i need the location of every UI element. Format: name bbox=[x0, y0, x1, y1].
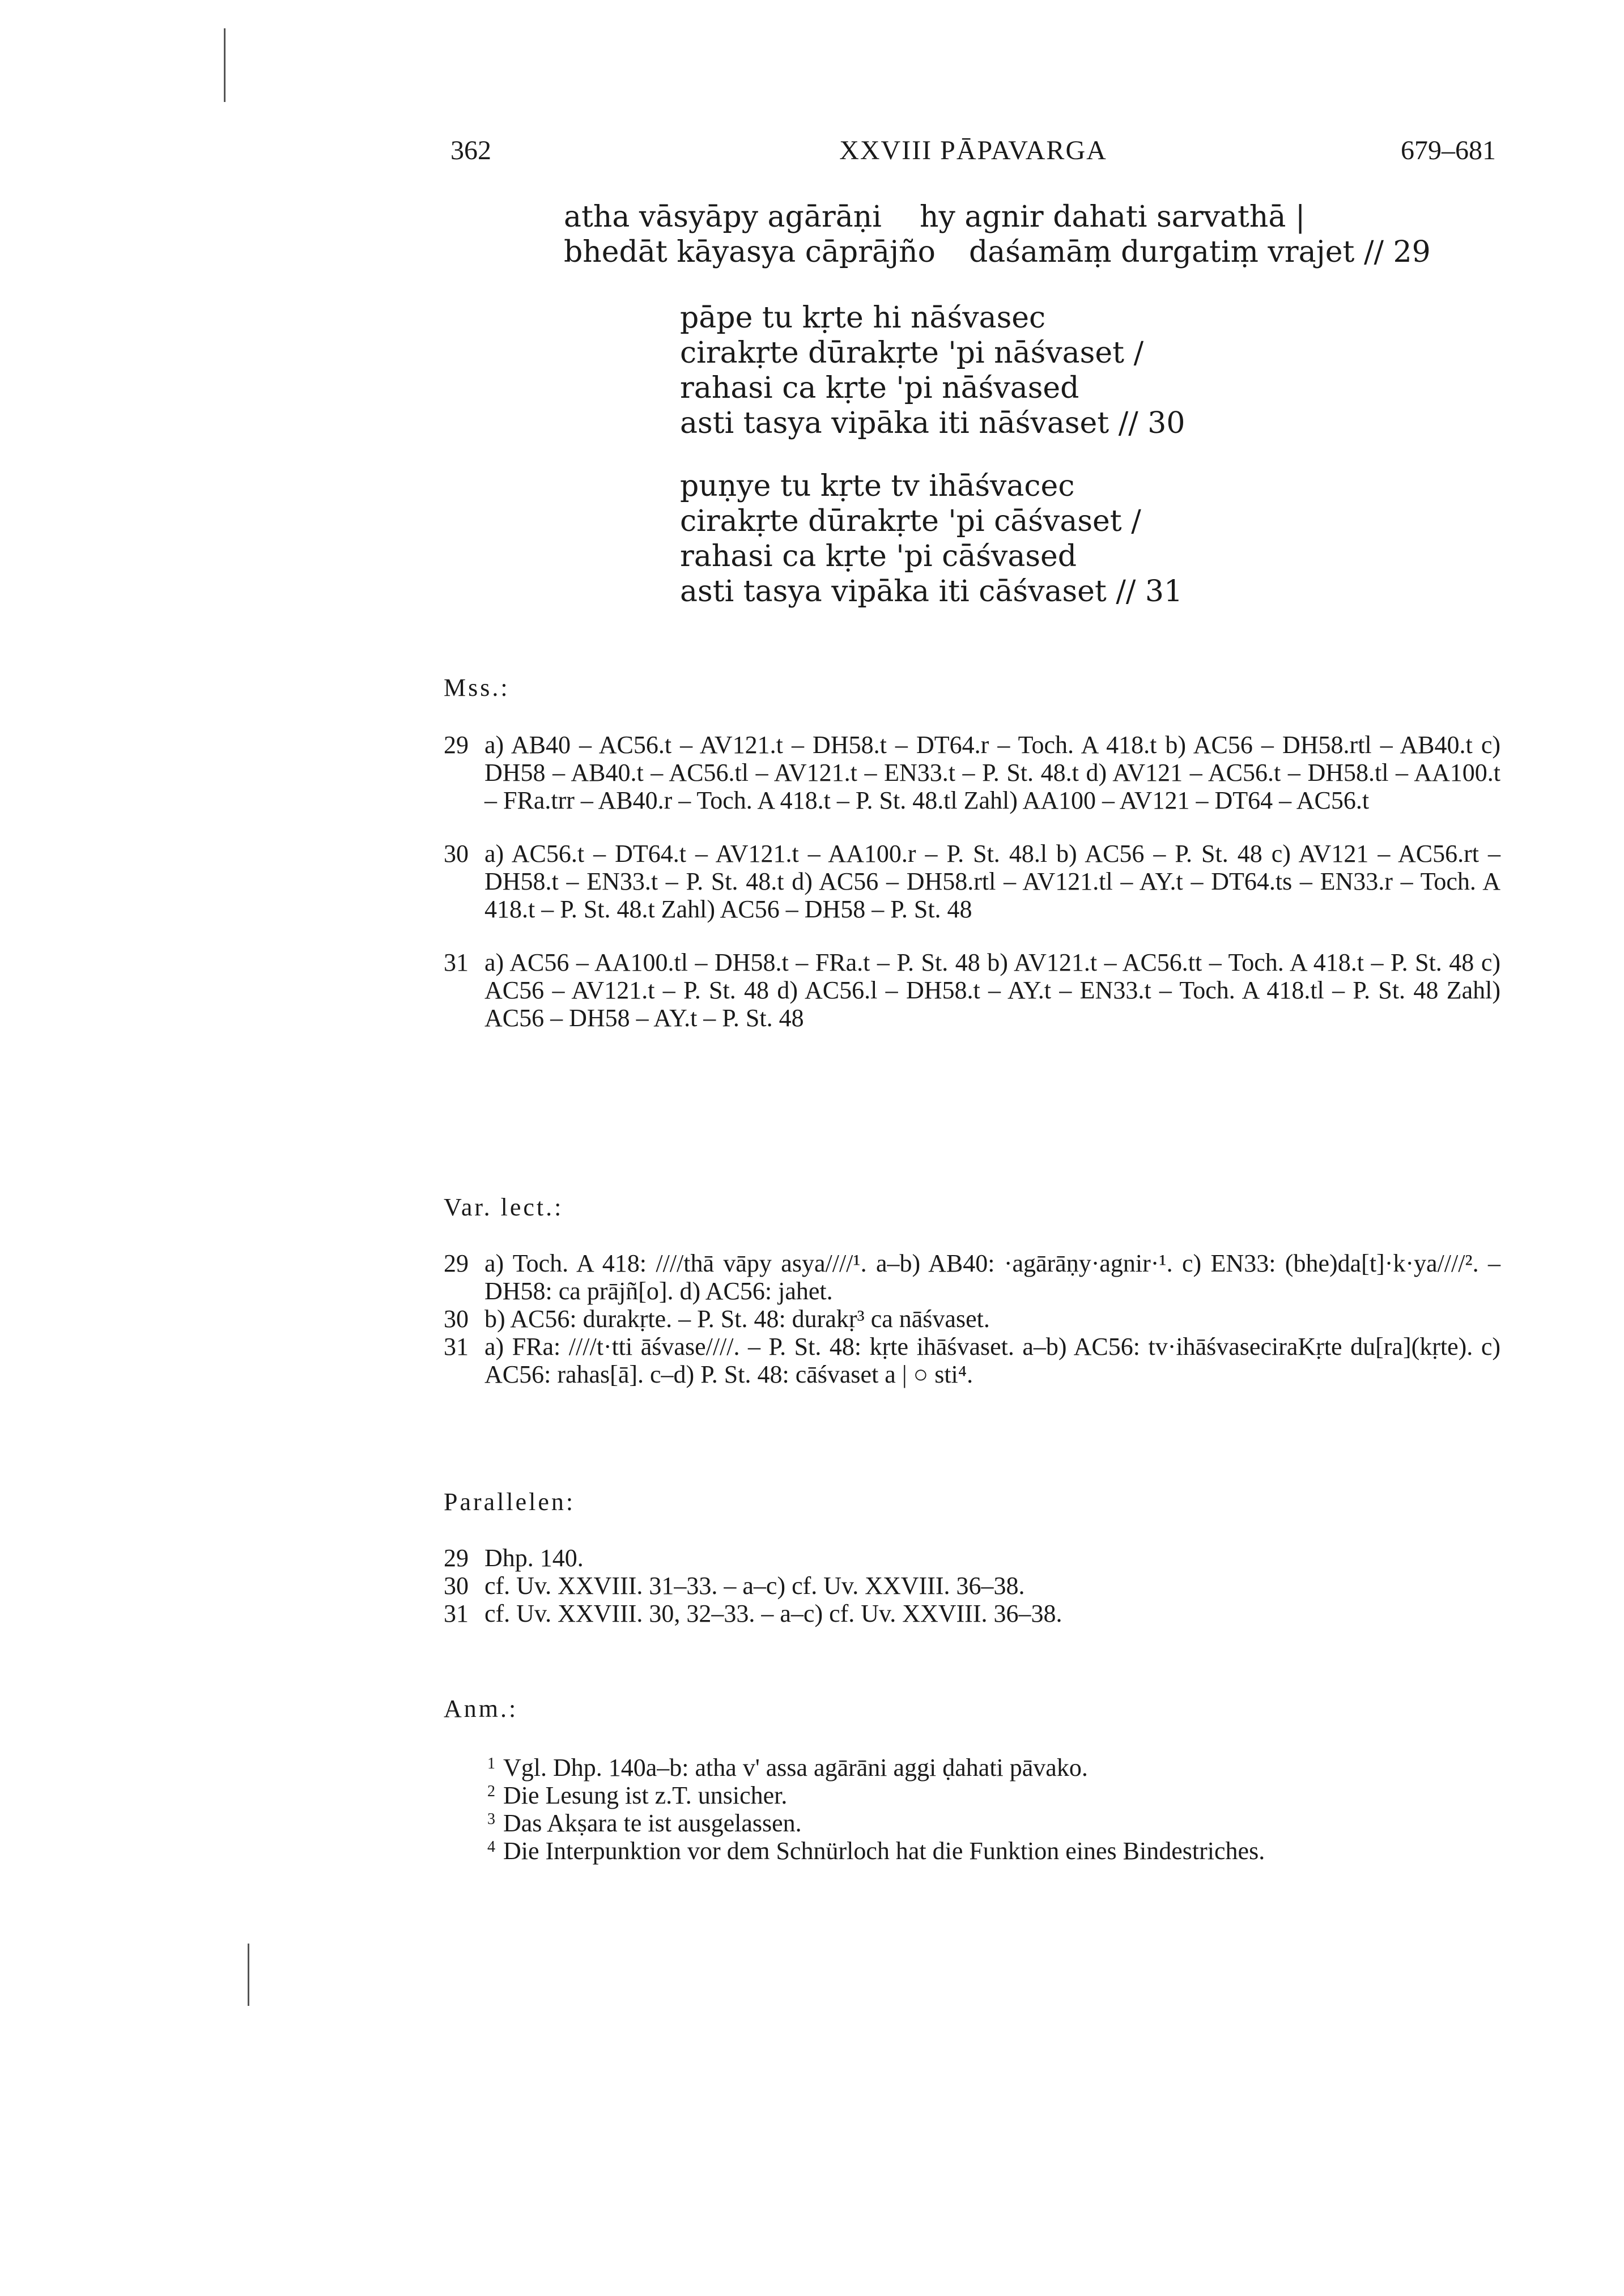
entry-number: 31 bbox=[444, 1333, 469, 1360]
scan-mark-top bbox=[224, 28, 226, 102]
entry-number: 30 bbox=[444, 1572, 469, 1600]
manuscripts-list bbox=[444, 731, 1500, 1057]
verse-pada: hy agnir dahati sarvathā | bbox=[920, 200, 1306, 234]
note-text: Die Lesung ist z.T. unsicher. bbox=[503, 1781, 788, 1809]
verse-line: asti tasya vipāka iti nāśvaset // 30 bbox=[680, 406, 1185, 440]
verse-29 bbox=[564, 199, 1431, 270]
running-header bbox=[450, 135, 1496, 175]
entry-text: a) FRa: ////t·tti āśvase////. – P. St. 48: kṛte ihāśvaset. a–b) AC56: tv·ihāśvaseciraKṛte du[ra](kṛte). c) AC56: rahas[ā]. c–d) P. St. 48: cāśvaset a | ○ sti⁴. bbox=[484, 1333, 1500, 1388]
verse-line: rahasi ca kṛte 'pi nāśvased bbox=[680, 371, 1079, 405]
entry-text: a) AC56.t – DT64.t – AV121.t – AA100.r – P. St. 48.l b) AC56 – P. St. 48 c) AV121 – AC56.rt – DH58.t – EN33.t – P. St. 48.t d) AC56 – DH58.rtl – AV121.tl – AY.t – DT64.ts – EN33.r – Toch. A 418.t – P. St. 48.t Zahl) AC56 – DH58 – P. St. 48 bbox=[484, 840, 1500, 923]
entry-text: Dhp. 140. bbox=[484, 1544, 584, 1572]
scan-mark-bottom bbox=[248, 1944, 249, 2006]
verse-30 bbox=[680, 300, 1185, 441]
note-marker: 1 bbox=[487, 1755, 495, 1772]
note-marker: 2 bbox=[487, 1783, 495, 1800]
entry-number: 30 bbox=[444, 1305, 469, 1333]
entry-text: cf. Uv. XXVIII. 30, 32–33. – a–c) cf. Uv. XXVIII. 36–38. bbox=[484, 1600, 1062, 1627]
note-marker: 4 bbox=[487, 1838, 495, 1856]
variant-entry bbox=[444, 1305, 1500, 1333]
page-number: 362 bbox=[450, 135, 491, 165]
section-label-var-lect: Var. lect.: bbox=[444, 1193, 564, 1221]
verse-pada: daśamāṃ durgatiṃ vrajet // 29 bbox=[969, 235, 1431, 269]
verse-range: 679–681 bbox=[1401, 135, 1496, 165]
entry-text: b) AC56: durakṛte. – P. St. 48: durakṛ³ ca nāśvaset. bbox=[484, 1305, 990, 1333]
note-text: Vgl. Dhp. 140a–b: atha v' assa agārāni aggi ḍahati pāvako. bbox=[503, 1754, 1088, 1781]
variant-entry bbox=[444, 1249, 1500, 1305]
entry-number: 29 bbox=[444, 731, 469, 759]
mss-entry bbox=[444, 949, 1500, 1032]
verse-line bbox=[564, 235, 1431, 270]
note-text: Das Akṣara te ist ausgelassen. bbox=[503, 1809, 802, 1837]
running-title: XXVIII PĀPAVARGA bbox=[839, 135, 1107, 165]
variant-readings-list bbox=[444, 1249, 1500, 1388]
parallel-entry bbox=[444, 1544, 1500, 1572]
entry-number: 30 bbox=[444, 840, 469, 868]
entry-number: 31 bbox=[444, 949, 469, 976]
verse-line bbox=[564, 199, 1414, 235]
mss-entry bbox=[444, 840, 1500, 923]
verse-line: cirakṛte dūrakṛte 'pi nāśvaset / bbox=[680, 336, 1144, 370]
section-label-mss: Mss.: bbox=[444, 674, 510, 701]
note-marker: 3 bbox=[487, 1810, 495, 1828]
verse-31 bbox=[680, 469, 1183, 609]
entry-number: 31 bbox=[444, 1600, 469, 1627]
verse-pada: bhedāt kāyasya cāprājño bbox=[564, 235, 936, 269]
note-item bbox=[487, 1781, 1496, 1809]
verse-line: puṇye tu kṛte tv ihāśvacec bbox=[680, 469, 1075, 503]
verse-line: asti tasya vipāka iti cāśvaset // 31 bbox=[680, 575, 1183, 609]
variant-entry bbox=[444, 1333, 1500, 1388]
entry-number: 29 bbox=[444, 1249, 469, 1277]
entry-text: a) Toch. A 418: ////thā vāpy asya////¹. a–b) AB40: ·agārāṇy·agnir·¹. c) EN33: (bhe)da[t]·k·ya////². – DH58: ca prājñ[o]. d) AC56: jahet. bbox=[484, 1249, 1500, 1305]
notes-list bbox=[487, 1754, 1496, 1865]
parallels-list bbox=[444, 1544, 1500, 1627]
note-item bbox=[487, 1754, 1496, 1781]
section-label-anm: Anm.: bbox=[444, 1695, 518, 1723]
verse-line: pāpe tu kṛte hi nāśvasec bbox=[680, 301, 1046, 335]
entry-text: a) AB40 – AC56.t – AV121.t – DH58.t – DT64.r – Toch. A 418.t b) AC56 – DH58.rtl – AB40.t c) DH58 – AB40.t – AC56.tl – AV121.t – EN33.t – P. St. 48.t d) AV121 – AC56.t – DH58.tl – AA100.t – FRa.trr – AB40.r – Toch. A 418.t – P. St. 48.tl Zahl) AA100 – AV121 – DT64 – AC56.t bbox=[484, 731, 1500, 814]
verse-line: cirakṛte dūrakṛte 'pi cāśvaset / bbox=[680, 504, 1141, 538]
note-item bbox=[487, 1809, 1496, 1837]
parallel-entry bbox=[444, 1572, 1500, 1600]
verse-pada: atha vāsyāpy agārāṇi bbox=[564, 200, 882, 234]
verse-line: rahasi ca kṛte 'pi cāśvased bbox=[680, 539, 1077, 573]
entry-text: a) AC56 – AA100.tl – DH58.t – FRa.t – P. St. 48 b) AV121.t – AC56.tt – Toch. A 418.t – P. St. 48 c) AC56 – AV121.t – P. St. 48 d) AC56.l – DH58.t – AY.t – EN33.t – Toch. A 418.tl – P. St. 48 Zahl) AC56 – DH58 – AY.t – P. St. 48 bbox=[484, 949, 1500, 1032]
entry-number: 29 bbox=[444, 1544, 469, 1572]
section-label-parallelen: Parallelen: bbox=[444, 1488, 576, 1516]
parallel-entry bbox=[444, 1600, 1500, 1627]
mss-entry bbox=[444, 731, 1500, 814]
note-text: Die Interpunktion vor dem Schnürloch hat die Funktion eines Bindestriches. bbox=[503, 1837, 1265, 1865]
entry-text: cf. Uv. XXVIII. 31–33. – a–c) cf. Uv. XXVIII. 36–38. bbox=[484, 1572, 1025, 1600]
note-item bbox=[487, 1837, 1496, 1865]
